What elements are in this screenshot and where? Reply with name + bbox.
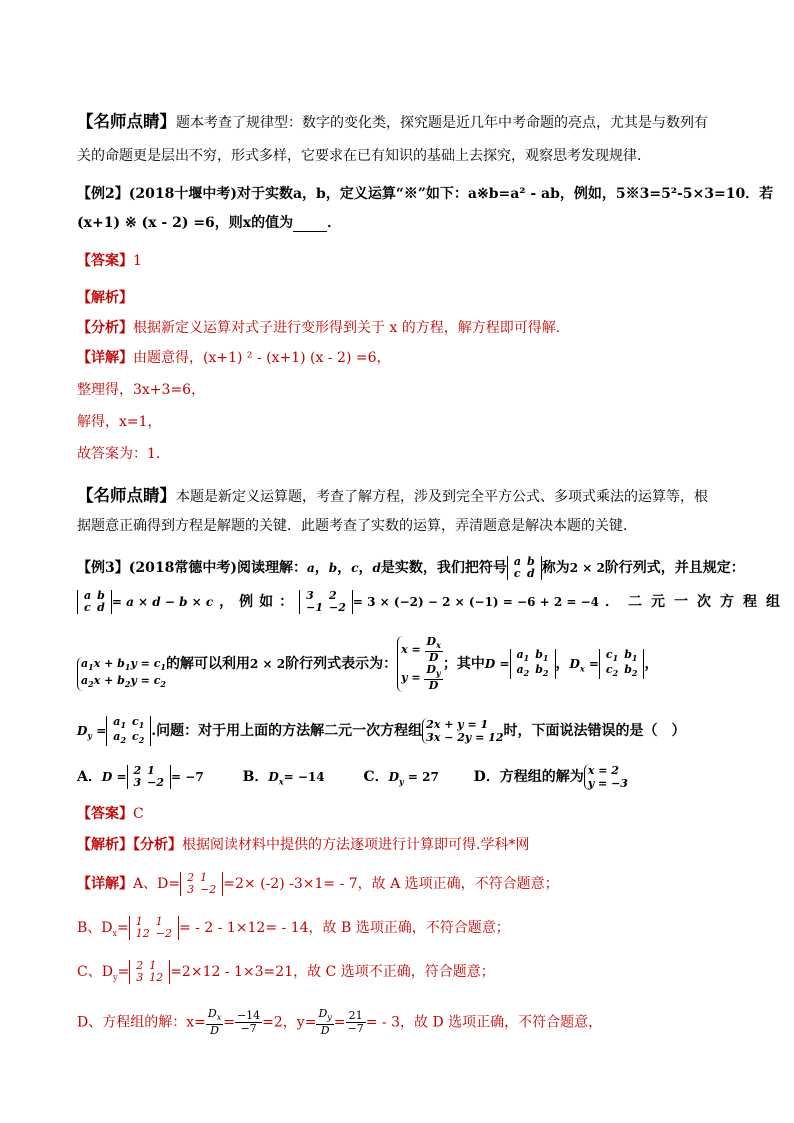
example2-analysis-tag: 【解析】 <box>77 290 133 306</box>
tip-tag: 【名师点睛】 <box>77 112 176 131</box>
example3-analysis: 【解析】【分析】根据阅读材料中提供的方法逐项进行计算即可得.学科*网 <box>77 837 530 853</box>
option-c: C．$D_y = 27$ <box>363 769 439 787</box>
example3-system: $a_1x + b_1y = c_1$ $a_2x + b_2y = c_2$的解可以利用2 × 2阶行列式表示为：x = $\frac{D_x}{D}$ y = $\frac{D_y}{D}$ ；其中D = $a_1$ $b_1$ $a_2$ $b_2$ ，$D_x$ = $c_1$ $b_1$ $c_2$ $b_2$ ， <box>77 636 658 692</box>
tip2-line2: 据题意正确得到方程是解题的关键．此题考查了实数的运算，弄清题意是解决本题的关键． <box>77 518 637 534</box>
tip-paragraph-2: 【名师点睛】本题是新定义运算题，考查了解方程，涉及到完全平方公式、多项式乘法的运算等，根 <box>77 486 708 505</box>
example3-detail-a: 【详解】A、D= 2 1 3 −2 =2× (-2) -3×1= - 7，故 A 选项正确，不符合题意； <box>77 871 559 896</box>
example2-step3: 故答案为：1． <box>77 446 170 462</box>
tip-text: 题本考查了规律型：数字的变化类，探究题是近几年中考命题的亮点，尤其是与数列有 <box>176 115 708 131</box>
example3-definition: a b c d = a × d − b × c ，例如： 3 2 −1 −2 = 3 × (−2) − 2 × (−1) = −6 + 2 = −4 ．二元一次方程组 <box>77 590 789 614</box>
example3-detail-b: B、$D_x=$ 1 1 12 −2 = - 2 - 1×12= - 14，故 B 选项正确，不符合题意； <box>77 915 510 940</box>
example3-options <box>77 764 628 790</box>
example2-step1: 整理得，3x+3=6， <box>77 382 206 398</box>
example3-detail-c: C、$D_y=$ 2 1 3 12 =2×12 - 1×3=21，故 C 选项不正确，符合题意； <box>77 959 495 984</box>
example2-question-line2: (x+1) ※ (x - 2) =6，则x的值为 ． <box>77 215 342 231</box>
determinant-symbol: a b c d <box>507 556 542 580</box>
example3-intro: 【例3】(2018常德中考)阅读理解：a，b，c，d是实数，我们把符号 a b c d 称为2 × 2阶行列式，并且规定： <box>77 555 745 580</box>
option-a: A．D = 2 1 3 −2 = −7 <box>77 764 204 789</box>
answer-blank <box>293 217 327 232</box>
example2-step2: 解得，x=1， <box>77 414 162 430</box>
example3-detail-d: D、方程组的解：x= $\frac{D_x}{D}$ = $\frac{-14}{-7}$ =2，y= $\frac{D_y}{D}$ = $\frac{21}{-7}$ = - 3，故 D 选项正确，不符合题意， <box>77 1007 603 1038</box>
example2-fenxi: 【分析】根据新定义运算对式子进行变形得到关于 x 的方程，解方程即可得解. <box>77 320 561 336</box>
tip-text-line2: 关的命题更是层出不穷，形式多样，它要求在已有知识的基础上去探究，观察思考发现规律． <box>77 148 651 164</box>
option-b: B．$D_x= -14$ <box>242 769 325 787</box>
example3-answer: 【答案】C <box>77 806 144 822</box>
example2-answer: 【答案】1 <box>77 253 142 269</box>
tip-paragraph-1 <box>77 108 708 132</box>
example2-question: 【例2】(2018十堰中考)对于实数a，b，定义运算“※”如下：a※b=a² - ab，例如，5※3=5²-5×3=10．若 <box>77 186 774 202</box>
option-d: D．方程组的解为 x = 2 y = −3 <box>473 764 628 790</box>
example2-xiangjie: 【详解】由题意得，(x+1) ² - (x+1) (x - 2) =6， <box>77 350 391 366</box>
example3-question: $D_y$ = $a_1$ $c_1$ $a_2$ $c_2$ .问题：对于用上面的方法解二元一次方程组 2x + y = 1 3x − 2y = 12时，下面说法错误的是（ ） <box>77 715 686 746</box>
